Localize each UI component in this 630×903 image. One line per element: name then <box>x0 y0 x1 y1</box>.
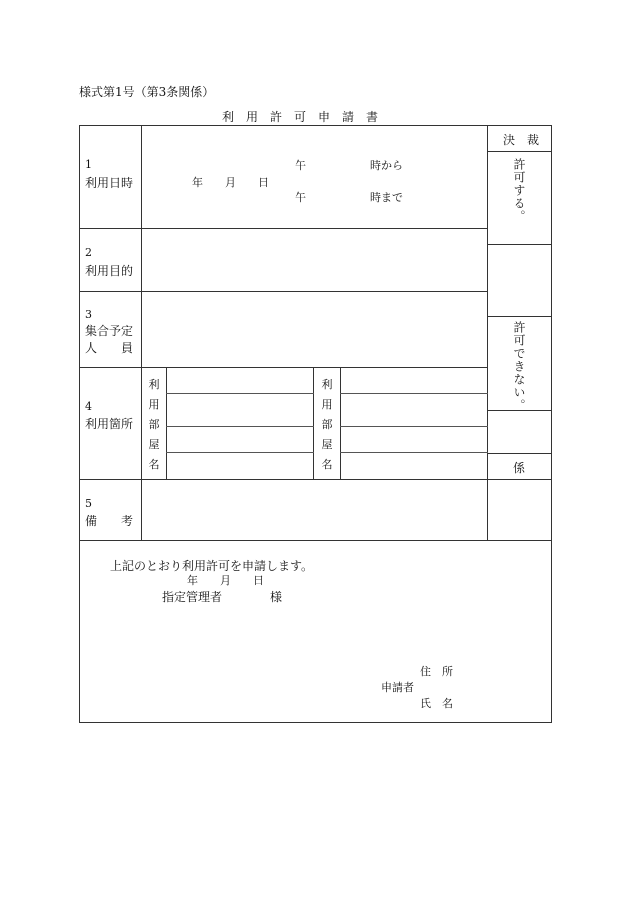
time-ampm-until: 午 <box>295 191 306 204</box>
application-statement: 上記のとおり利用許可を申請します。 <box>110 559 314 573</box>
row3-label-2: 人 員 <box>85 341 134 355</box>
row2-number: 2 <box>85 246 92 259</box>
clerk-label: 係 <box>513 461 526 475</box>
row3-number: 3 <box>85 308 92 321</box>
address-label: 住 所 <box>420 665 453 678</box>
form-number: 様式第1号（第3条関係） <box>79 85 215 99</box>
use-date: 年 月 日 <box>192 176 269 189</box>
row5-label: 備 考 <box>85 514 134 528</box>
row1-label: 利用日時 <box>85 176 134 190</box>
applicant-label: 申請者 <box>381 681 414 694</box>
application-date: 年 月 日 <box>187 574 264 587</box>
name-label: 氏 名 <box>420 697 453 710</box>
row4-label: 利用箇所 <box>85 417 134 431</box>
time-ampm-from: 午 <box>295 159 306 172</box>
form-title: 利 用 許 可 申 請 書 <box>222 110 379 124</box>
row1-number: 1 <box>85 158 92 171</box>
addressee: 指定管理者 様 <box>162 590 283 604</box>
room-name-label-right: 利 用 部 屋 名 <box>321 378 333 471</box>
room-name-label-left: 利 用 部 屋 名 <box>148 378 160 471</box>
decision-deny: 許可できない。 <box>512 321 526 412</box>
row2-label: 利用目的 <box>85 264 134 278</box>
row4-number: 4 <box>85 400 92 413</box>
row3-label-1: 集合予定 <box>85 324 134 338</box>
decision-header: 決 裁 <box>503 133 540 147</box>
row5-number: 5 <box>85 497 92 510</box>
time-until-label: 時まで <box>370 191 403 204</box>
decision-approve: 許可する。 <box>512 158 526 223</box>
time-from-label: 時から <box>370 159 403 172</box>
